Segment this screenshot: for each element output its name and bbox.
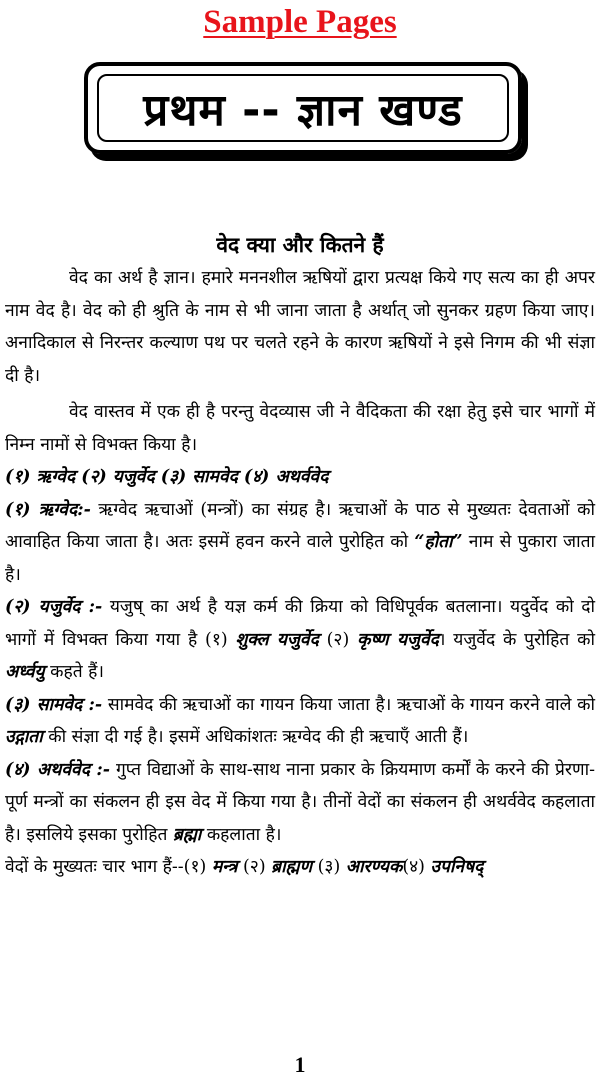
chapter-title: प्रथम -- ज्ञान खण्ड <box>143 85 463 136</box>
atharvaveda-paragraph <box>5 754 595 852</box>
intro-paragraph: वेद का अर्थ है ज्ञान। हमारे मननशील ऋषियों द्वारा प्रत्यक्ष किये गए सत्य का ही अपर नाम वेद है। वेद को ही श्रुति के नाम से भी जाना जाता है अर्थात् जो सुनकर ग्रहण किया जाए। अनादिकाल से निरन्तर कल्याण पथ पर चलते रहने के कारण ऋषियों ने इसे निगम की भी संज्ञा दी है। <box>5 268 595 386</box>
rigveda-text-1: ऋग्वेद ऋचाओं (मन्त्रों) का संग्रह है। ऋचाओं के पाठ से मुख्यतः देवताओं को आवाहित किया जाता है। अतः इसमें हवन करने वाले पुरोहित को <box>5 499 595 552</box>
yajurveda-text-4: कहते हैं। <box>44 662 104 682</box>
page-number: 1 <box>294 1052 306 1077</box>
chapter-heading-box <box>84 62 522 154</box>
yajurveda-text-2: (२) <box>318 629 358 650</box>
veda-parts-text-4: (४) <box>402 857 431 877</box>
yajurveda-text-1: यजुष् का अर्थ है यज्ञ कर्म की क्रिया को विधिपूर्वक बतलाना। यदुर्वेद को दो भागों में विभक्त किया गया है (१) <box>5 597 596 650</box>
veda-parts-text-1: वेदों के मुख्यतः चार भाग हैं--(१) <box>5 857 212 877</box>
veda-parts-paragraph <box>5 851 595 884</box>
krishna-yajurveda-term: कृष्ण यजुर्वेद <box>357 629 439 650</box>
adhvaryu-term: अर्ध्वयु <box>5 662 45 682</box>
upanishad-term: उपनिषद् <box>430 857 484 877</box>
division-paragraph: वेद वास्तव में एक ही है परन्तु वेदव्यास जी ने वैदिकता की रक्षा हेतु इसे चार भागों में निम्न नामों से विभक्त किया है। <box>5 402 595 455</box>
rigveda-label: (१) ऋग्वेद:- <box>5 499 91 520</box>
samaveda-text-1: सामवेद की ऋचाओं का गायन किया जाता है। ऋचाओं के गायन करने वाले को <box>102 694 595 715</box>
chapter-heading-inner-frame <box>97 74 509 142</box>
atharvaveda-text-1: गुप्त विद्याओं के साथ-साथ नाना प्रकार के क्रियमाण कर्मों के करने की प्रेरणा-पूर्ण मन्त्रों का संकलन ही इस वेद में किया गया है। तीनों वेदों का संकलन ही अथर्ववेद कहलाता है। इसलिये इसका पुरोहित <box>5 759 595 845</box>
atharvaveda-text-2: कहलाता है। <box>201 824 282 845</box>
rigveda-paragraph <box>5 494 595 592</box>
samaveda-label: (३) सामवेद :- <box>5 694 103 715</box>
rigveda-text-2: नाम से पुकारा जाता है। <box>5 532 596 585</box>
atharvaveda-label: (४) अथर्ववेद :- <box>5 759 111 780</box>
mantra-term: मन्त्र <box>211 857 238 877</box>
brahma-term: ब्रह्मा <box>172 824 202 845</box>
veda-parts-text-3: (३) <box>312 857 346 877</box>
brahmana-term: ब्राह्मण <box>271 857 313 877</box>
samaveda-text-2: की संज्ञा दी गई है। इसमें अधिकांशतः ऋग्वेद की ही ऋचाएँ आती हैं। <box>42 727 469 747</box>
yajurveda-paragraph <box>5 591 595 689</box>
udgata-term: उद्गाता <box>5 727 43 747</box>
hota-term: “होता” <box>414 532 463 552</box>
veda-parts-text-2: (२) <box>237 857 272 877</box>
veda-list-line: (१) ऋग्वेद (२) यजुर्वेद (३) सामवेद (४) अथर्ववेद <box>5 467 329 487</box>
sample-pages-title: Sample Pages <box>203 4 397 40</box>
page-body <box>5 228 595 884</box>
yajurveda-text-3: । यजुर्वेद के पुरोहित को <box>438 629 596 650</box>
shukla-yajurveda-term: शुक्ल यजुर्वेद <box>235 629 319 650</box>
yajurveda-label: (२) यजुर्वेद :- <box>5 597 103 617</box>
section-title: वेद क्या और कितने हैं <box>216 232 384 257</box>
aranyaka-term: आरण्यक <box>345 857 403 877</box>
samaveda-paragraph <box>5 689 595 754</box>
